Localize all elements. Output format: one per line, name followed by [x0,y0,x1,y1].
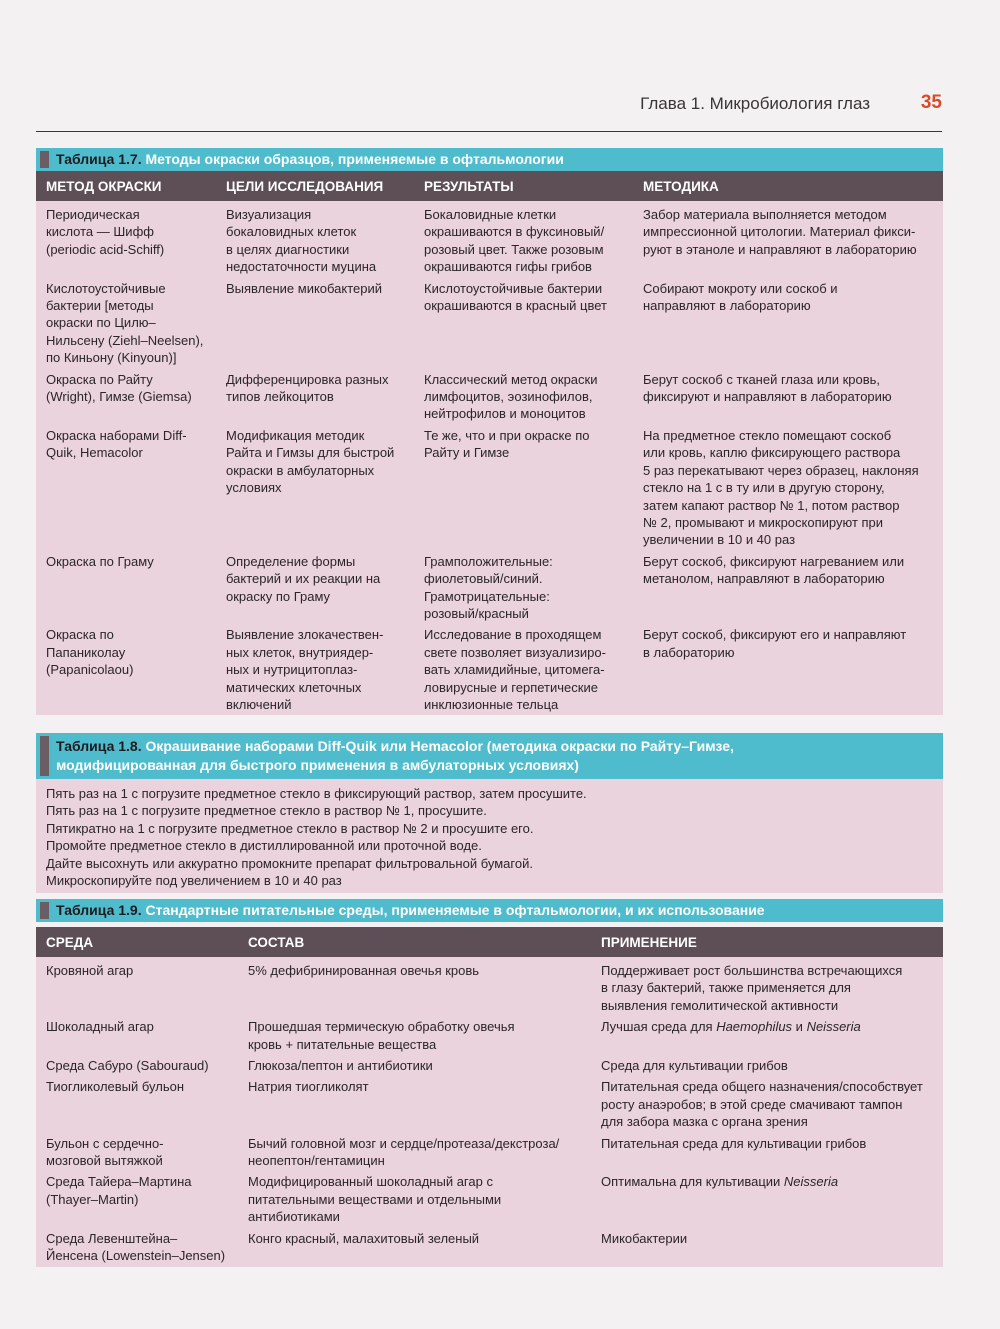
cell-line: Выявление злокачествен- [226,627,384,643]
table-row [36,367,943,423]
cell-line: Забор материала выполняется методом [643,207,887,222]
col-header: СРЕДА [46,934,94,950]
cell-line: росту анаэробов; в этой среде смачивают тампон [601,1096,903,1112]
table-title [36,733,943,779]
cell-line: инклюзионные тельца [424,696,559,712]
table-cell [238,1057,591,1074]
table-cell [238,1230,591,1265]
cell-line: Прошедшая термическую обработку овечья [248,1019,515,1035]
cell-line: Грамотрицательные: [424,588,550,604]
cell-line: по Киньону (Kinyoun)] [46,350,177,366]
instruction-line: Промойте предметное стекло в дистиллированной или проточной воде. [46,838,482,854]
cell-line: для забора мазка с органа зрения [601,1114,808,1130]
cell-line: (Thayer–Martin) [46,1191,139,1207]
cell-line: антибиотиками [248,1209,340,1225]
table-number: Таблица 1.7. [56,151,142,167]
table-cell [591,1173,943,1225]
table-cell [414,280,633,367]
cell-line: Бокаловидные клетки [424,207,557,222]
col-header: ПРИМЕНЕНИЕ [601,934,697,950]
cell-line: питательными веществами и отдельными [248,1191,502,1207]
col-header: ЦЕЛИ ИССЛЕДОВАНИЯ [226,178,384,194]
cell-line: в глазу бактерий, также применяется для [601,980,851,996]
cell-line: Среда для культивации грибов [601,1058,788,1074]
cell-line: 5% дефибринированная овечья кровь [248,963,480,978]
table-cell [591,962,943,1014]
cell-line: Грамположительные: [424,553,553,569]
table-body [36,957,943,1267]
cell-text: Лучшая среда для [601,1019,717,1035]
cell-line: окрашиваются в красный цвет [424,298,608,314]
cell-line: Райта и Гимзы для быстрой [226,445,395,461]
cell-line: Поддерживает рост большинства встречающихся [601,963,903,978]
page-number: 35 [920,92,942,113]
table-cell [36,206,216,276]
cell-line: кислота — Шифф [46,224,154,240]
col-header: РЕЗУЛЬТАТЫ [424,178,514,194]
cell-line: включений [226,696,292,712]
table-cell [591,1135,943,1170]
cell-line: бактерии [методы [46,298,154,314]
cell-line: Питательная среда для культивации грибов [601,1135,867,1151]
table-cell [36,1078,238,1130]
cell-line: Окраска наборами Diff- [46,427,187,443]
cell-line: окраски в амбулаторных [226,462,375,478]
cell-line: нейтрофилов и моноцитов [424,406,586,422]
cell-line: Исследование в проходящем [424,627,602,643]
table-cell [238,1078,591,1130]
cell-line: Берут соскоб с тканей глаза или кровь, [643,371,881,387]
table-cell [216,626,414,713]
cell-line: Кровяной агар [46,963,134,978]
cell-line: Берут соскоб, фиксируют нагреванием или [643,553,905,569]
cell-line: Окраска по Граму [46,553,154,569]
table-row [36,1014,943,1053]
table-cell [238,1018,591,1053]
table-cell [633,553,943,623]
cell-line: Определение формы [226,553,356,569]
cell-line: (Papanicolaou) [46,662,134,678]
cell-line: ных и нутрицитоплаз- [226,662,358,678]
cell-line: окраску по Граму [226,588,331,604]
cell-line: условиях [226,480,282,496]
cell-line: Глюкоза/пептон и антибиотики [248,1058,433,1074]
table-cell [216,553,414,623]
cell-line: Окраска по [46,627,114,643]
col-header: МЕТОДИКА [643,178,719,194]
table-number: Таблица 1.9. [56,902,142,918]
table-cell [633,371,943,423]
table-cell [414,371,633,423]
table-cell [633,206,943,276]
cell-line: окраски по Цилю– [46,315,156,331]
cell-line: лимфоцитов, эозинофилов, [424,389,593,405]
cell-line: мозговой вытяжкой [46,1153,163,1169]
table-cell [633,280,943,367]
table-title [36,148,943,171]
cell-line: ловирусные и герпетические [424,679,598,695]
cell-line: фиксируют и направляют в лабораторию [643,389,892,405]
table-cell [36,1135,238,1170]
cell-line: Модификация методик [226,427,365,443]
table-cell [414,553,633,623]
cell-line: окрашиваются в фуксиновый/ [424,224,605,240]
table-cell [216,371,414,423]
table-cell [216,427,414,549]
cell-line: Питательная среда общего назначения/способствует [601,1079,923,1095]
table-cell [238,1173,591,1225]
cell-line: импрессионной цитологии. Материал фикси- [643,224,916,240]
cell-line: Тиогликолевый бульон [46,1079,185,1095]
table-cell [633,626,943,713]
table-cell [591,1018,943,1053]
table-body [36,779,943,893]
cell-line: Те же, что и при окраске по [424,427,590,443]
table-caption-line: Окрашивание наборами Diff-Quik или Hemacolor (методика окраски по Райту–Гимзе, [145,738,734,754]
table-cell [414,626,633,713]
table-title [36,899,943,922]
table-header [36,171,943,201]
table-cell [216,206,414,276]
cell-line: 5 раз перекатывают через образец, наклоняя [643,462,919,478]
running-head [36,88,942,132]
cell-line: розовый/красный [424,605,529,621]
instruction-line: Дайте высохнуть или аккуратно промокните препарат фильтровальной бумагой. [46,855,533,871]
table-row [36,1169,943,1225]
cell-line: Модифицированный шоколадный агар с [248,1174,493,1190]
cell-line: ных клеток, внутриядер- [226,644,374,660]
cell-line: бокаловидных клеток [226,224,357,240]
table-cell [36,962,238,1014]
cell-line: Среда Левенштейна– [46,1230,178,1246]
table-cell [591,1057,943,1074]
cell-line: Конго красный, малахитовый зеленый [248,1230,480,1246]
cell-line: Микобактерии [601,1230,688,1246]
genus-name: Neisseria [806,1019,861,1035]
table-cell [36,1173,238,1225]
cell-line: Нильсену (Ziehl–Neelsen), [46,332,204,348]
cell-line: № 2, промывают и микроскопируют при [643,514,884,530]
table-cell [36,1230,238,1265]
cell-line: направляют в лабораторию [643,298,811,314]
cell-line: недостаточности муцина [226,259,377,275]
cell-text: Оптимальна для культивации [601,1174,784,1190]
instruction-line: Пять раз на 1 с погрузите предметное стекло в раствор № 1, просушите. [46,803,487,819]
table-number: Таблица 1.8. [56,738,142,754]
cell-line: Бычий головной мозг и сердце/протеаза/декстроза/ [248,1135,560,1151]
genus-name: Haemophilus [716,1019,793,1035]
cell-line: (Wright), Гимзе (Giemsa) [46,389,192,405]
cell-line: типов лейкоцитов [226,389,334,405]
table-1-9 [36,899,943,1267]
cell-line: вать хламидийные, цитомега- [424,662,605,678]
cell-line: фиолетовый/синий. [424,571,543,587]
table-row [36,1131,943,1170]
table-cell [36,1057,238,1074]
cell-line: Папаниколау [46,644,126,660]
table-cell [216,280,414,367]
table-cell [36,371,216,423]
cell-line: кровь + питательные вещества [248,1036,437,1052]
cell-line: Кислотоустойчивые [46,280,166,296]
table-cell [591,1078,943,1130]
cell-line: Окраска по Райту [46,371,153,387]
table-cell [414,427,633,549]
cell-line: метанолом, направляют в лабораторию [643,571,885,587]
table-row [36,1053,943,1074]
cell-line: неопептон/гентамицин [248,1153,385,1169]
table-caption: Стандартные питательные среды, применяемые в офтальмологии, и их использование [145,902,765,918]
cell-line: Райту и Гимзе [424,445,510,461]
cell-line: руют в этаноле и направляют в лабораторию [643,241,917,257]
cell-line: матических клеточных [226,679,362,695]
cell-line: На предметное стекло помещают соскоб [643,427,892,443]
cell-line: Берут соскоб, фиксируют его и направляют [643,627,907,643]
table-cell [238,962,591,1014]
cell-line: Кислотоустойчивые бактерии [424,280,603,296]
cell-line: затем капают раствор № 1, потом раствор [643,497,900,513]
table-header [36,927,943,957]
cell-line: Йенсена (Lowenstein–Jensen) [46,1248,226,1264]
cell-line: выявления гемолитической активности [601,997,839,1013]
cell-line: бактерий и их реакции на [226,571,381,587]
table-body [36,201,943,715]
table-row [36,423,943,549]
table-cell [633,427,943,549]
table-cell [36,280,216,367]
table-cell [36,1018,238,1053]
cell-text: и [792,1019,807,1035]
cell-line: в целях диагностики [226,241,350,257]
cell-line: стекло на 1 с в ту или в другую сторону, [643,480,885,496]
table-row [36,549,943,623]
cell-line: в лабораторию [643,644,735,660]
instruction-line: Пять раз на 1 с погрузите предметное стекло в фиксирующий раствор, затем просушите. [46,786,587,801]
cell-line: свете позволяет визуализиро- [424,644,606,660]
cell-line: розовый цвет. Также розовым [424,241,604,257]
instruction-line: Микроскопируйте под увеличением в 10 и 40 раз [46,873,342,889]
table-caption: Методы окраски образцов, применяемые в офтальмологии [145,151,564,167]
table-row [36,1226,943,1265]
table-cell [414,206,633,276]
genus-name: Neisseria [783,1174,839,1190]
cell-line: (periodic acid-Schiff) [46,241,165,257]
cell-line: Выявление микобактерий [226,280,383,296]
table-row [36,959,943,1014]
cell-line: Собирают мокроту или соскоб и [643,280,838,296]
table-row [36,622,943,713]
col-header: МЕТОД ОКРАСКИ [46,178,162,194]
cell-line: Натрия тиогликолят [248,1079,369,1095]
table-cell [36,626,216,713]
cell-line: Шоколадный агар [46,1019,154,1035]
cell-line: Дифференцировка разных [226,371,389,387]
cell-line: или кровь, каплю фиксирующего раствора [643,445,901,461]
cell-line: Среда Тайера–Мартина [46,1174,192,1190]
table-cell [36,553,216,623]
cell-line: окрашиваются гифы грибов [424,259,592,275]
cell-line: Классический метод окраски [424,371,598,387]
chapter-title: Глава 1. Микробиология глаз [640,94,870,113]
cell-line: Периодическая [46,207,140,222]
cell-line: Quik, Hemacolor [46,445,143,461]
table-cell [36,427,216,549]
cell-line: увеличении в 10 и 40 раз [643,532,796,548]
instruction-line: Пятикратно на 1 с погрузите предметное стекло в раствор № 2 и просушите его. [46,820,534,836]
cell-line: Среда Сабуро (Sabouraud) [46,1058,209,1074]
table-1-7 [36,148,943,715]
col-header: СОСТАВ [248,934,305,950]
table-1-8 [36,733,943,893]
table-cell [238,1135,591,1170]
cell-line: Визуализация [226,207,312,222]
table-row [36,276,943,367]
table-row [36,203,943,276]
table-row [36,1074,943,1130]
cell-line: Бульон с сердечно- [46,1135,164,1151]
table-caption-line: модифицированная для быстрого применения в амбулаторных условиях) [56,757,579,773]
table-cell [591,1230,943,1265]
